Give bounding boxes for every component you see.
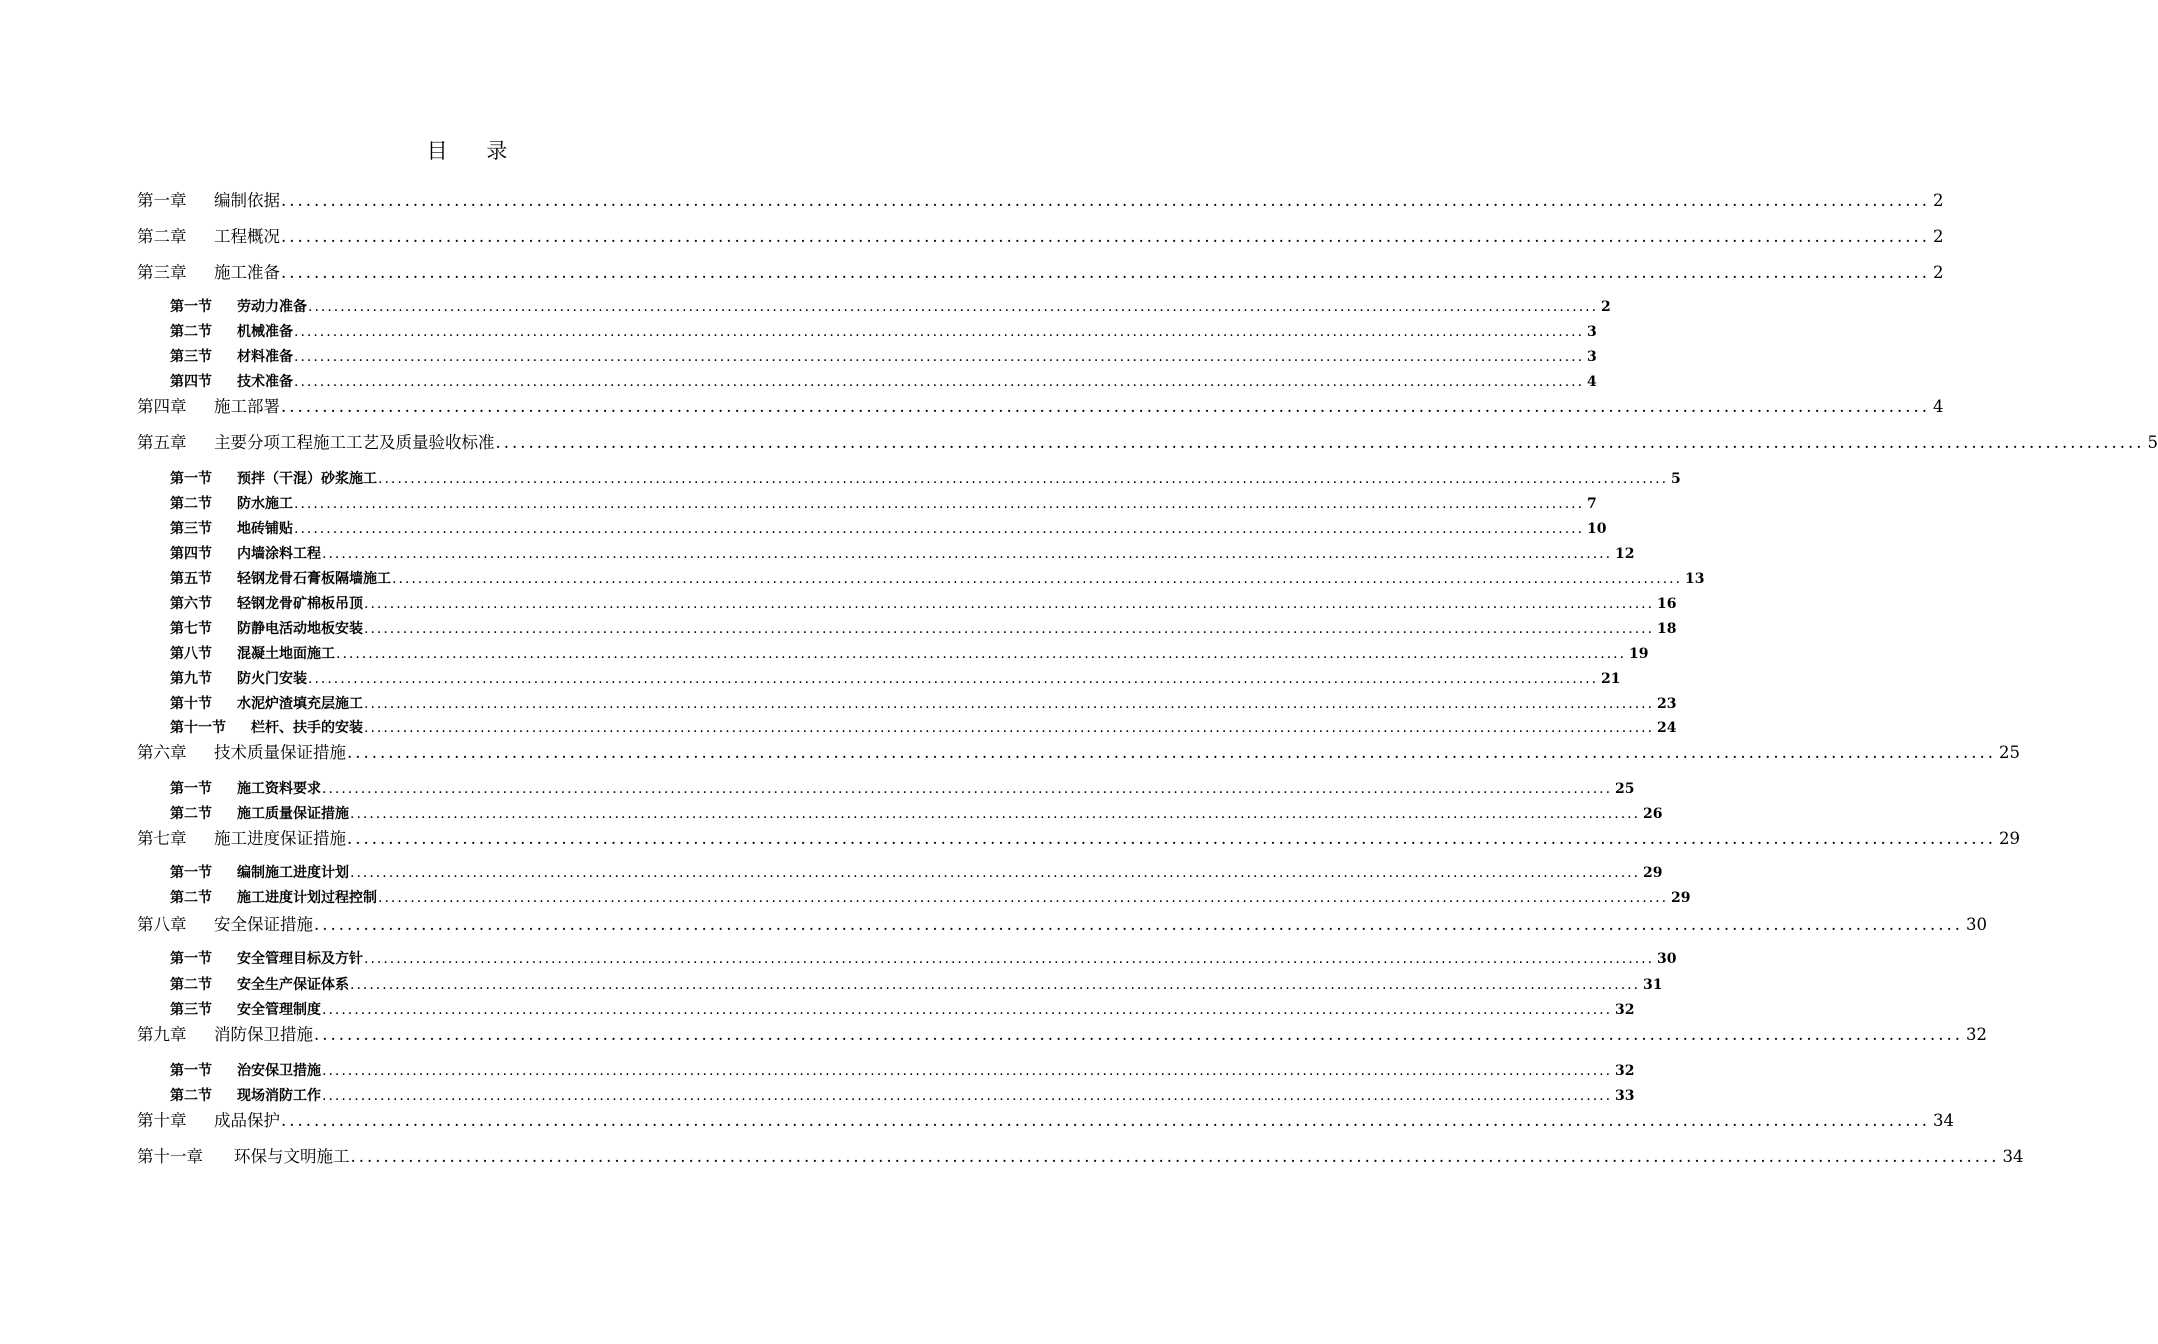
toc-section-entry[interactable] [170,975,1663,995]
toc-entry-page-number: 5 [1671,471,1681,487]
toc-entry-number: 第一章 [137,191,187,210]
toc-entry-number: 第八节 [170,646,212,662]
toc-entry-number: 第五章 [137,433,187,452]
toc-section-entry[interactable] [170,322,1597,342]
toc-leader-dots: ........................................................................................................................................................................................................ [281,263,1930,282]
toc-section-entry[interactable] [170,494,1597,514]
toc-entry-page-number: 32 [1615,1063,1635,1079]
toc-entry-page-number: 18 [1657,621,1677,637]
toc-section-entry[interactable] [170,1086,1635,1106]
toc-entry-number: 第一节 [170,299,212,315]
toc-entry-title: 地砖铺贴 [237,521,293,537]
toc-entry-page-number: 13 [1685,571,1705,587]
toc-entry-title: 编制施工进度计划 [237,865,349,881]
toc-entry-page-number: 25 [1615,781,1635,797]
toc-leader-dots: ........................................................................................................................................................................................................ [314,915,1963,934]
toc-leader-dots: ........................................................................................................................................................................................................ [347,743,1996,762]
toc-leader-dots: ........................................................................................................................................................................................................ [281,397,1930,416]
toc-entry-page-number: 29 [1671,890,1691,906]
toc-section-entry[interactable] [170,297,1611,317]
toc-chapter-entry[interactable] [137,261,1944,285]
toc-entry-title: 技术准备 [237,374,293,390]
toc-leader-dots: ........................................................................................................................................................................................................ [294,374,1585,390]
toc-entry-page-number: 7 [1587,496,1597,512]
toc-leader-dots: ........................................................................................................................................................................................................ [350,977,1641,993]
toc-entry-number: 第二节 [170,1088,212,1104]
toc-entry-title: 工程概况 [214,227,280,246]
toc-section-entry[interactable] [170,669,1621,689]
toc-entry-page-number: 31 [1643,977,1663,993]
toc-section-entry[interactable] [170,619,1677,639]
toc-entry-title: 安全保证措施 [214,915,313,934]
toc-entry-title: 施工进度计划过程控制 [237,890,377,906]
toc-section-entry[interactable] [170,779,1635,799]
toc-entry-page-number: 29 [1643,865,1663,881]
toc-entry-page-number: 3 [1587,324,1597,340]
toc-entry-number: 第二节 [170,890,212,906]
toc-entry-number: 第四章 [137,397,187,416]
toc-entry-title: 内墙涂料工程 [237,546,321,562]
toc-entry-number: 第二节 [170,496,212,512]
toc-entry-number: 第五节 [170,571,212,587]
toc-entry-number: 第四节 [170,546,212,562]
toc-leader-dots: ........................................................................................................................................................................................................ [314,1025,1963,1044]
toc-entry-title: 主要分项工程施工工艺及质量验收标准 [214,433,495,452]
toc-entry-page-number: 24 [1657,720,1677,736]
toc-entry-title: 施工质量保证措施 [237,806,349,822]
toc-section-entry[interactable] [170,469,1681,489]
toc-section-entry[interactable] [170,1000,1635,1020]
toc-entry-page-number: 2 [1932,191,1944,210]
toc-entry-title: 治安保卫措施 [237,1063,321,1079]
toc-leader-dots: ........................................................................................................................................................................................................ [281,227,1930,246]
toc-entry-number: 第一节 [170,781,212,797]
toc-entry-title: 栏杆、扶手的安装 [251,720,363,736]
toc-entry-title: 防水施工 [237,496,293,512]
toc-entry-title: 防火门安装 [237,671,307,687]
toc-entry-page-number: 2 [1932,263,1944,282]
toc-entry-page-number: 33 [1615,1088,1635,1104]
toc-entry-number: 第一节 [170,1063,212,1079]
toc-leader-dots: ........................................................................................................................................................................................................ [308,671,1599,687]
toc-leader-dots: ........................................................................................................................................................................................................ [322,1002,1613,1018]
toc-chapter-entry[interactable] [137,1109,1954,1133]
toc-section-entry[interactable] [170,347,1597,367]
toc-entry-title: 技术质量保证措施 [214,743,346,762]
toc-entry-number: 第四节 [170,374,212,390]
toc-leader-dots: ........................................................................................................................................................................................................ [322,546,1613,562]
toc-entry-number: 第三节 [170,1002,212,1018]
toc-section-entry[interactable] [170,594,1677,614]
toc-leader-dots: ........................................................................................................................................................................................................ [294,521,1585,537]
toc-chapter-entry[interactable] [137,913,1987,937]
toc-entry-number: 第七章 [137,829,187,848]
toc-section-entry[interactable] [170,569,1705,589]
toc-entry-page-number: 12 [1615,546,1635,562]
toc-entry-title: 轻钢龙骨石膏板隔墙施工 [237,571,391,587]
toc-leader-dots: ........................................................................................................................................................................................................ [322,1088,1613,1104]
toc-leader-dots: ........................................................................................................................................................................................................ [336,646,1627,662]
toc-chapter-entry[interactable] [137,395,1944,419]
toc-leader-dots: ........................................................................................................................................................................................................ [350,865,1641,881]
toc-leader-dots: ........................................................................................................................................................................................................ [364,696,1655,712]
toc-entry-number: 第二章 [137,227,187,246]
toc-chapter-entry[interactable] [137,189,1944,213]
toc-leader-dots: ........................................................................................................................................................................................................ [322,781,1613,797]
toc-chapter-entry[interactable] [137,1023,1987,1047]
toc-leader-dots: ........................................................................................................................................................................................................ [350,806,1641,822]
toc-section-entry[interactable] [170,544,1635,564]
toc-section-entry[interactable] [170,804,1663,824]
toc-section-entry[interactable] [170,519,1607,539]
toc-entry-number: 第三章 [137,263,187,282]
toc-entry-title: 安全管理制度 [237,1002,321,1018]
toc-entry-title: 轻钢龙骨矿棉板吊顶 [237,596,363,612]
toc-leader-dots: ........................................................................................................................................................................................................ [392,571,1683,587]
toc-entry-page-number: 21 [1601,671,1621,687]
toc-entry-page-number: 10 [1587,521,1607,537]
toc-section-entry[interactable] [170,888,1691,908]
toc-entry-number: 第二节 [170,977,212,993]
toc-section-entry[interactable] [170,718,1677,738]
toc-leader-dots: ........................................................................................................................................................................................................ [378,471,1669,487]
toc-entry-page-number: 4 [1587,374,1597,390]
toc-entry-number: 第七节 [170,621,212,637]
toc-entry-page-number: 34 [2002,1147,2024,1166]
toc-entry-page-number: 3 [1587,349,1597,365]
toc-entry-number: 第二节 [170,324,212,340]
toc-chapter-entry[interactable] [137,1145,2024,1169]
toc-entry-number: 第一节 [170,865,212,881]
toc-entry-page-number: 2 [1932,227,1944,246]
toc-leader-dots: ........................................................................................................................................................................................................ [347,829,1996,848]
toc-entry-title: 安全管理目标及方针 [237,951,363,967]
toc-entry-number: 第一节 [170,951,212,967]
toc-entry-number: 第三节 [170,349,212,365]
toc-entry-number: 第三节 [170,521,212,537]
toc-entry-title: 材料准备 [237,349,293,365]
toc-entry-number: 第六节 [170,596,212,612]
toc-entry-title: 防静电活动地板安装 [237,621,363,637]
toc-entry-number: 第十一节 [170,720,226,736]
toc-section-entry[interactable] [170,1061,1635,1081]
toc-entry-page-number: 23 [1657,696,1677,712]
toc-entry-number: 第八章 [137,915,187,934]
toc-entry-page-number: 2 [1601,299,1611,315]
toc-leader-dots: ........................................................................................................................................................................................................ [364,951,1655,967]
toc-section-entry[interactable] [170,372,1597,392]
toc-entry-number: 第九章 [137,1025,187,1044]
toc-entry-number: 第十章 [137,1111,187,1130]
toc-entry-title: 成品保护 [214,1111,280,1130]
toc-entry-page-number: 26 [1643,806,1663,822]
toc-entry-title: 混凝土地面施工 [237,646,335,662]
toc-entry-number: 第十一章 [137,1147,203,1166]
toc-leader-dots: ........................................................................................................................................................................................................ [350,1147,2000,1166]
toc-entry-page-number: 34 [1932,1111,1954,1130]
toc-entry-title: 环保与文明施工 [234,1147,350,1166]
toc-leader-dots: ........................................................................................................................................................................................................ [308,299,1599,315]
toc-entry-title: 施工准备 [214,263,280,282]
toc-entry-title: 劳动力准备 [237,299,307,315]
toc-leader-dots: ........................................................................................................................................................................................................ [294,496,1585,512]
toc-entry-number: 第六章 [137,743,187,762]
toc-entry-title: 预拌（干混）砂浆施工 [237,471,377,487]
toc-chapter-entry[interactable] [137,225,1944,249]
toc-leader-dots: ........................................................................................................................................................................................................ [281,191,1930,210]
toc-entry-title: 施工部署 [214,397,280,416]
toc-leader-dots: ........................................................................................................................................................................................................ [294,349,1585,365]
toc-entry-title: 施工进度保证措施 [214,829,346,848]
toc-entry-title: 编制依据 [214,191,280,210]
toc-entry-title: 消防保卫措施 [214,1025,313,1044]
toc-leader-dots: ........................................................................................................................................................................................................ [495,433,2145,452]
toc-section-entry[interactable] [170,863,1663,883]
toc-section-entry[interactable] [170,644,1649,664]
toc-entry-title: 施工资料要求 [237,781,321,797]
toc-entry-title: 安全生产保证体系 [237,977,349,993]
toc-entry-page-number: 25 [1998,743,2020,762]
toc-entry-number: 第十节 [170,696,212,712]
toc-chapter-entry[interactable] [137,431,2158,455]
toc-entry-page-number: 32 [1615,1002,1635,1018]
toc-leader-dots: ........................................................................................................................................................................................................ [364,720,1655,736]
toc-entry-number: 第九节 [170,671,212,687]
toc-entry-page-number: 4 [1932,397,1944,416]
toc-entry-page-number: 29 [1998,829,2020,848]
toc-entry-page-number: 19 [1629,646,1649,662]
toc-entry-title: 水泥炉渣填充层施工 [237,696,363,712]
toc-section-entry[interactable] [170,694,1677,714]
toc-leader-dots: ........................................................................................................................................................................................................ [364,621,1655,637]
toc-entry-page-number: 30 [1657,951,1677,967]
toc-leader-dots: ........................................................................................................................................................................................................ [364,596,1655,612]
toc-entry-number: 第二节 [170,806,212,822]
toc-entry-page-number: 16 [1657,596,1677,612]
toc-chapter-entry[interactable] [137,741,2020,765]
toc-entry-page-number: 30 [1965,915,1987,934]
toc-leader-dots: ........................................................................................................................................................................................................ [378,890,1669,906]
toc-leader-dots: ........................................................................................................................................................................................................ [294,324,1585,340]
toc-entry-number: 第一节 [170,471,212,487]
toc-entry-page-number: 5 [2147,433,2158,452]
toc-section-entry[interactable] [170,949,1677,969]
toc-leader-dots: ........................................................................................................................................................................................................ [322,1063,1613,1079]
toc-leader-dots: ........................................................................................................................................................................................................ [281,1111,1930,1130]
toc-chapter-entry[interactable] [137,827,2020,851]
toc-entry-page-number: 32 [1965,1025,1987,1044]
toc-entry-title: 机械准备 [237,324,293,340]
toc-title: 目 录 [426,139,524,163]
toc-entry-title: 现场消防工作 [237,1088,321,1104]
